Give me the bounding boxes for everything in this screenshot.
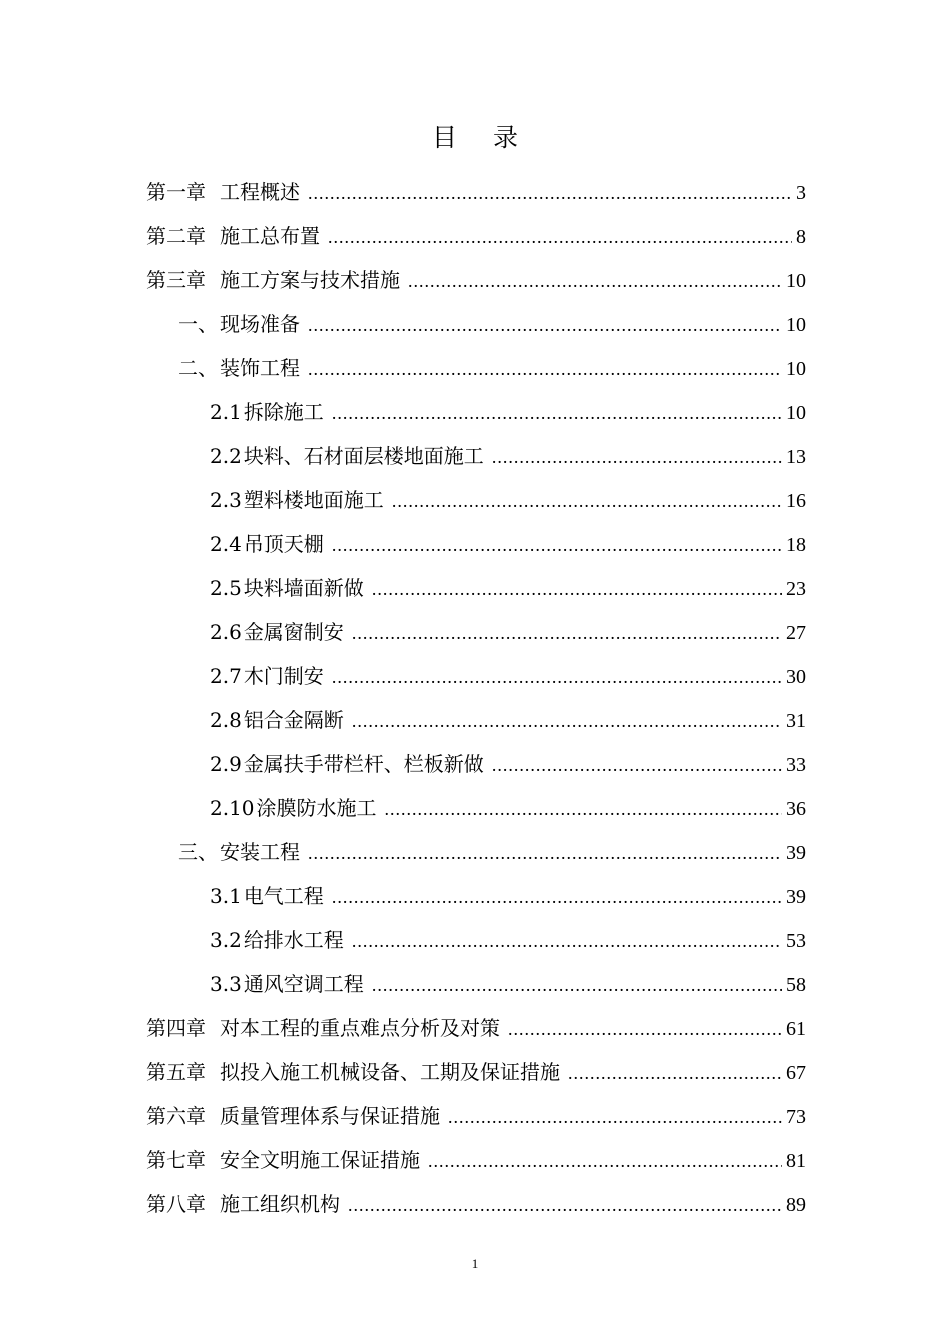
toc-entry-title: 施工方案与技术措施 [220, 268, 400, 292]
toc-dot-leader [332, 391, 782, 435]
toc-entry-label [178, 830, 300, 874]
toc-entry[interactable] [146, 1138, 806, 1182]
toc-entry[interactable] [146, 874, 806, 918]
toc-entry-title: 塑料楼地面施工 [243, 488, 384, 512]
toc-entry-number: 第一章 [146, 180, 206, 204]
toc-entry-page: 8 [796, 226, 806, 248]
page-number: 1 [471, 1256, 479, 1271]
toc-entry-label [146, 258, 400, 302]
toc-entry-page: 10 [786, 270, 806, 292]
toc-entry-number: 第四章 [146, 1016, 206, 1040]
toc-entry-page: 39 [786, 886, 806, 908]
toc-entry-label [210, 522, 324, 566]
toc-entry-label [146, 214, 320, 258]
toc-dot-leader [408, 259, 782, 303]
toc-entry[interactable] [146, 786, 806, 830]
toc-entry[interactable] [146, 654, 806, 698]
toc-entry[interactable] [146, 302, 806, 346]
toc-entry-page: 58 [786, 974, 806, 996]
toc-entry-title: 施工组织机构 [220, 1192, 340, 1216]
toc-dot-leader [372, 963, 782, 1007]
toc-entry[interactable] [146, 170, 806, 214]
toc-entry-label [146, 1006, 500, 1050]
toc-entry-label [210, 654, 324, 698]
toc-entry-page: 36 [786, 798, 806, 820]
toc-entry-title: 装饰工程 [220, 356, 300, 380]
toc-entry-label [146, 170, 300, 214]
toc-entry[interactable] [146, 390, 806, 434]
toc-dot-leader [392, 479, 782, 523]
toc-entry-page: 3 [796, 182, 806, 204]
toc-entry-label [210, 786, 377, 830]
toc-entry-number: 3.1 [210, 884, 242, 908]
toc-entry-page: 73 [786, 1106, 806, 1128]
toc-entry-title: 金属窗制安 [243, 620, 344, 644]
toc-entry-page: 30 [786, 666, 806, 688]
toc-entry-number: 2.7 [210, 664, 242, 688]
toc-entry[interactable] [146, 1182, 806, 1226]
toc-dot-leader [492, 743, 782, 787]
toc-entry-number: 第六章 [146, 1104, 206, 1128]
toc-entry-number: 第三章 [146, 268, 206, 292]
toc-entry[interactable] [146, 258, 806, 302]
toc-dot-leader [332, 523, 782, 567]
toc-dot-leader [385, 787, 782, 831]
toc-entry-label [146, 1094, 440, 1138]
toc-entry[interactable] [146, 610, 806, 654]
toc-entry-number: 2.5 [210, 576, 242, 600]
toc-dot-leader [428, 1139, 782, 1183]
toc-entry-number: 2.10 [210, 796, 255, 820]
toc-entry-label [210, 742, 484, 786]
toc-entry-title: 安全文明施工保证措施 [220, 1148, 420, 1172]
toc-entry-number: 第八章 [146, 1192, 206, 1216]
toc-dot-leader [448, 1095, 782, 1139]
toc-entry-number: 3.3 [210, 972, 242, 996]
toc-dot-leader [308, 171, 792, 215]
toc-entry-number: 第七章 [146, 1148, 206, 1172]
toc-entry[interactable] [146, 434, 806, 478]
toc-entry-page: 53 [786, 930, 806, 952]
toc-entry-label [210, 874, 324, 918]
toc-entry-page: 33 [786, 754, 806, 776]
toc-entry[interactable] [146, 566, 806, 610]
toc-dot-leader [568, 1051, 782, 1095]
toc-entry-page: 61 [786, 1018, 806, 1040]
toc-entry-title: 对本工程的重点难点分析及对策 [220, 1016, 500, 1040]
toc-entry[interactable] [146, 830, 806, 874]
toc-entry-page: 27 [786, 622, 806, 644]
toc-entry-title: 给排水工程 [243, 928, 344, 952]
toc-entry-label [210, 698, 344, 742]
toc-entry-number: 2.2 [210, 444, 242, 468]
table-of-contents [146, 170, 806, 1226]
toc-entry-page: 39 [786, 842, 806, 864]
toc-entry-page: 89 [786, 1194, 806, 1216]
toc-entry-title: 铝合金隔断 [243, 708, 344, 732]
toc-entry-page: 81 [786, 1150, 806, 1172]
toc-dot-leader [492, 435, 782, 479]
toc-entry-page: 10 [786, 358, 806, 380]
toc-entry[interactable] [146, 214, 806, 258]
toc-entry-title: 工程概述 [220, 180, 300, 204]
toc-entry-number: 三、 [178, 840, 218, 864]
toc-entry-title: 安装工程 [220, 840, 300, 864]
toc-entry-page: 13 [786, 446, 806, 468]
toc-entry-title: 块料墙面新做 [243, 576, 364, 600]
toc-entry-title: 施工总布置 [220, 224, 320, 248]
toc-entry-number: 第五章 [146, 1060, 206, 1084]
toc-entry-number: 二、 [178, 356, 218, 380]
toc-entry-label [146, 1050, 560, 1094]
toc-entry[interactable] [146, 742, 806, 786]
toc-entry-page: 18 [786, 534, 806, 556]
toc-entry-title: 块料、石材面层楼地面施工 [243, 444, 484, 468]
toc-entry[interactable] [146, 698, 806, 742]
toc-entry[interactable] [146, 962, 806, 1006]
toc-dot-leader [352, 611, 782, 655]
toc-entry-label [210, 610, 344, 654]
toc-entry-number: 3.2 [210, 928, 242, 952]
toc-entry-title: 吊顶天棚 [243, 532, 324, 556]
toc-entry[interactable] [146, 1006, 806, 1050]
toc-entry[interactable] [146, 1050, 806, 1094]
toc-entry-page: 16 [786, 490, 806, 512]
toc-entry-number: 2.6 [210, 620, 242, 644]
toc-entry-title: 电气工程 [243, 884, 324, 908]
toc-entry-label [178, 346, 300, 390]
toc-entry-page: 31 [786, 710, 806, 732]
toc-entry-title: 金属扶手带栏杆、栏板新做 [243, 752, 484, 776]
toc-dot-leader [332, 875, 782, 919]
toc-entry-number: 2.9 [210, 752, 242, 776]
toc-entry-title: 木门制安 [243, 664, 324, 688]
toc-dot-leader [352, 919, 782, 963]
toc-dot-leader [308, 831, 782, 875]
toc-entry-page: 10 [786, 314, 806, 336]
toc-entry[interactable] [146, 918, 806, 962]
toc-entry-label [210, 390, 324, 434]
toc-entry-number: 2.3 [210, 488, 242, 512]
toc-entry-label [210, 918, 344, 962]
toc-entry-label [210, 434, 484, 478]
toc-dot-leader [332, 655, 782, 699]
toc-entry[interactable] [146, 522, 806, 566]
toc-entry[interactable] [146, 478, 806, 522]
toc-entry-label [210, 566, 364, 610]
toc-entry[interactable] [146, 1094, 806, 1138]
toc-entry-title: 拟投入施工机械设备、工期及保证措施 [220, 1060, 560, 1084]
toc-entry-title: 质量管理体系与保证措施 [220, 1104, 440, 1128]
toc-entry[interactable] [146, 346, 806, 390]
toc-entry-title: 通风空调工程 [243, 972, 364, 996]
toc-heading: 目 录 [432, 123, 532, 152]
toc-dot-leader [308, 303, 782, 347]
toc-dot-leader [308, 347, 782, 391]
toc-entry-number: 一、 [178, 312, 218, 336]
toc-entry-label [146, 1138, 420, 1182]
toc-dot-leader [372, 567, 782, 611]
toc-entry-label [210, 962, 364, 1006]
toc-entry-page: 10 [786, 402, 806, 424]
toc-entry-number: 2.8 [210, 708, 242, 732]
toc-entry-title: 现场准备 [220, 312, 300, 336]
toc-entry-label [178, 302, 300, 346]
toc-entry-number: 2.1 [210, 400, 242, 424]
toc-entry-label [146, 1182, 340, 1226]
toc-entry-page: 23 [786, 578, 806, 600]
toc-entry-number: 2.4 [210, 532, 242, 556]
toc-dot-leader [348, 1183, 782, 1227]
toc-entry-title: 拆除施工 [243, 400, 324, 424]
toc-entry-page: 67 [786, 1062, 806, 1084]
toc-dot-leader [352, 699, 782, 743]
toc-entry-title: 涂膜防水施工 [256, 796, 377, 820]
toc-dot-leader [508, 1007, 782, 1051]
toc-entry-label [210, 478, 384, 522]
toc-dot-leader [328, 215, 792, 259]
toc-entry-number: 第二章 [146, 224, 206, 248]
